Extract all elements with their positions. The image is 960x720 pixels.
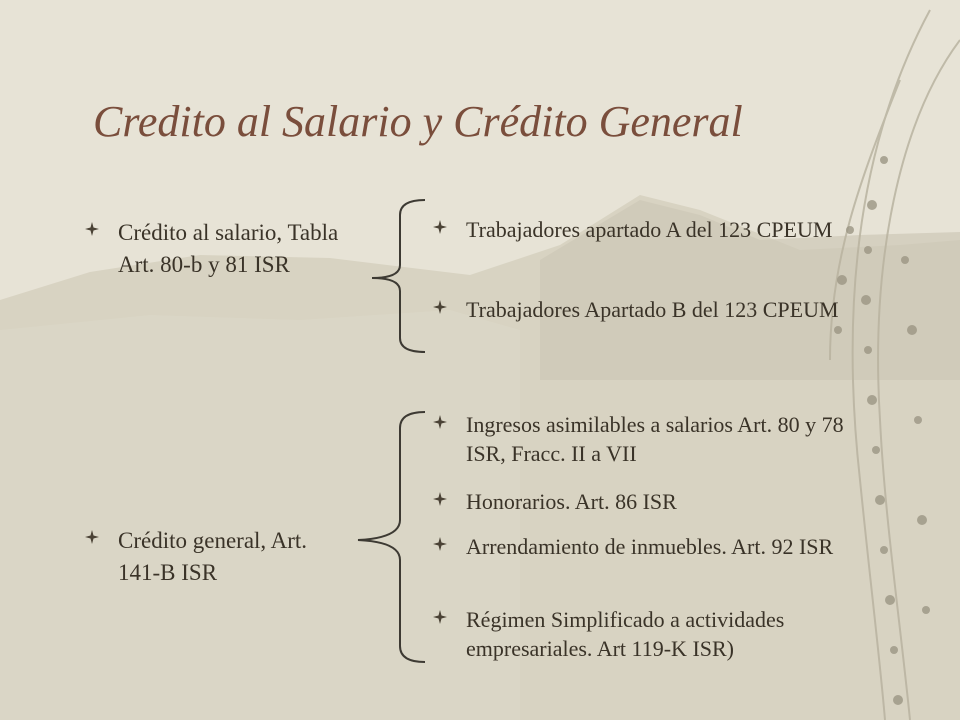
four-petal-diamond-icon — [85, 530, 99, 544]
four-petal-diamond-icon — [433, 300, 447, 314]
right-item-apartado-b: Trabajadores Apartado B del 123 CPEUM — [466, 295, 846, 324]
right-item-apartado-a: Trabajadores apartado A del 123 CPEUM — [466, 215, 846, 244]
four-petal-diamond-icon — [85, 222, 99, 236]
slide-title: Credito al Salario y Crédito General — [93, 97, 743, 146]
four-petal-diamond-icon — [433, 492, 447, 506]
right-item-regimen-simplificado: Régimen Simplificado a actividades empresariales. Art 119-K ISR) — [466, 605, 826, 663]
left-item-credito-salario: Crédito al salario, Tabla Art. 80-b y 81 ISR — [118, 217, 358, 280]
right-item-arrendamiento: Arrendamiento de inmuebles. Art. 92 ISR — [466, 532, 856, 561]
four-petal-diamond-icon — [433, 415, 447, 429]
right-item-honorarios: Honorarios. Art. 86 ISR — [466, 487, 886, 516]
four-petal-diamond-icon — [433, 220, 447, 234]
right-item-asimilables: Ingresos asimilables a salarios Art. 80 y 78 ISR, Fracc. II a VII — [466, 410, 886, 468]
four-petal-diamond-icon — [433, 537, 447, 551]
four-petal-diamond-icon — [433, 610, 447, 624]
left-item-credito-general: Crédito general, Art. 141-B ISR — [118, 525, 343, 588]
